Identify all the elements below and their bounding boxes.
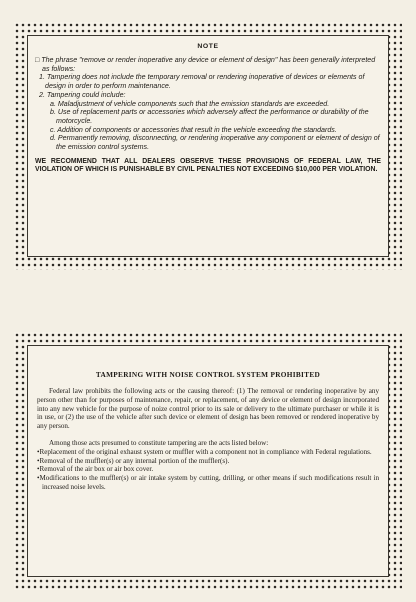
note-body (35, 56, 381, 152)
note-intro (35, 56, 381, 73)
tampering-bullet-4: •Modifications to the muffler(s) or air intake system by cutting, drilling, or other means if such modifications result in increased noise levels. (37, 474, 379, 491)
tampering-list-intro: Among those acts presumed to constitute tampering are the acts listed below: (49, 438, 269, 447)
tampering-bullet-2: •Removal of the muffler(s) or any internal portion of the muffler(s). (37, 456, 230, 465)
note-panel-border (14, 22, 402, 270)
note-sub-item-a: a. Maladjustment of vehicle components such that the emission standards are exceeded. (50, 99, 330, 108)
note-recommendation: WE RECOMMEND THAT ALL DEALERS OBSERVE THESE PROVISIONS OF FEDERAL LAW, THE VIOLATION OF WHICH IS PUNISHABLE BY CIVIL PENALTIES NOT EXCEEDING $10,000 PER VIOLATION. (35, 157, 381, 174)
note-item-2-heading: 2. Tampering could include: (39, 90, 126, 99)
note-sub-item-c: c. Addition of components or accessories that result in the vehicle exceeding the standards. (50, 125, 337, 134)
tampering-bullet-3: •Removal of the air box or air box cover. (37, 465, 154, 474)
tampering-panel (27, 345, 389, 577)
checkbox-bullet-icon: □ (35, 56, 40, 64)
tampering-bullet-1: •Replacement of the original exhaust system or muffler with a component not in compliance with Federal regulations. (37, 447, 372, 456)
note-panel (27, 35, 389, 257)
tampering-paragraph: Federal law prohibits the following acts or the causing thereof: (1) The removal or rendering inoperative by any person other than for purposes of maintenance, repair, or replacement, of any device or element of design incorporated into any new vehicle for the purpose of noize control prior to its sale or delivery to the ultimate purchaser or while it is in use, or (2) the use of the vehicle after such device or element of design has been removed or rendered inoperative by any person. (37, 387, 379, 431)
note-sub-item-d: d. Permanently removing, disconnecting, or rendering inoperative any component or element of design of the emission control systems. (50, 134, 380, 152)
note-title: NOTE (197, 43, 219, 50)
tampering-title: TAMPERING WITH NOISE CONTROL SYSTEM PROHIBITED (95, 370, 321, 379)
note-intro-text: The phrase "remove or render inoperative any device or element of design" has been generally interpreted as follows: (41, 56, 376, 73)
tampering-body (37, 387, 379, 492)
note-item-1: 1. Tampering does not include the temporary removal or rendering inoperative of devices or elements of design in order to perform maintenance. (39, 73, 365, 91)
note-sub-item-b: b. Use of replacement parts or accessories which adversely affect the performance or durability of the motorcycle. (50, 108, 369, 125)
tampering-panel-border (14, 332, 402, 590)
